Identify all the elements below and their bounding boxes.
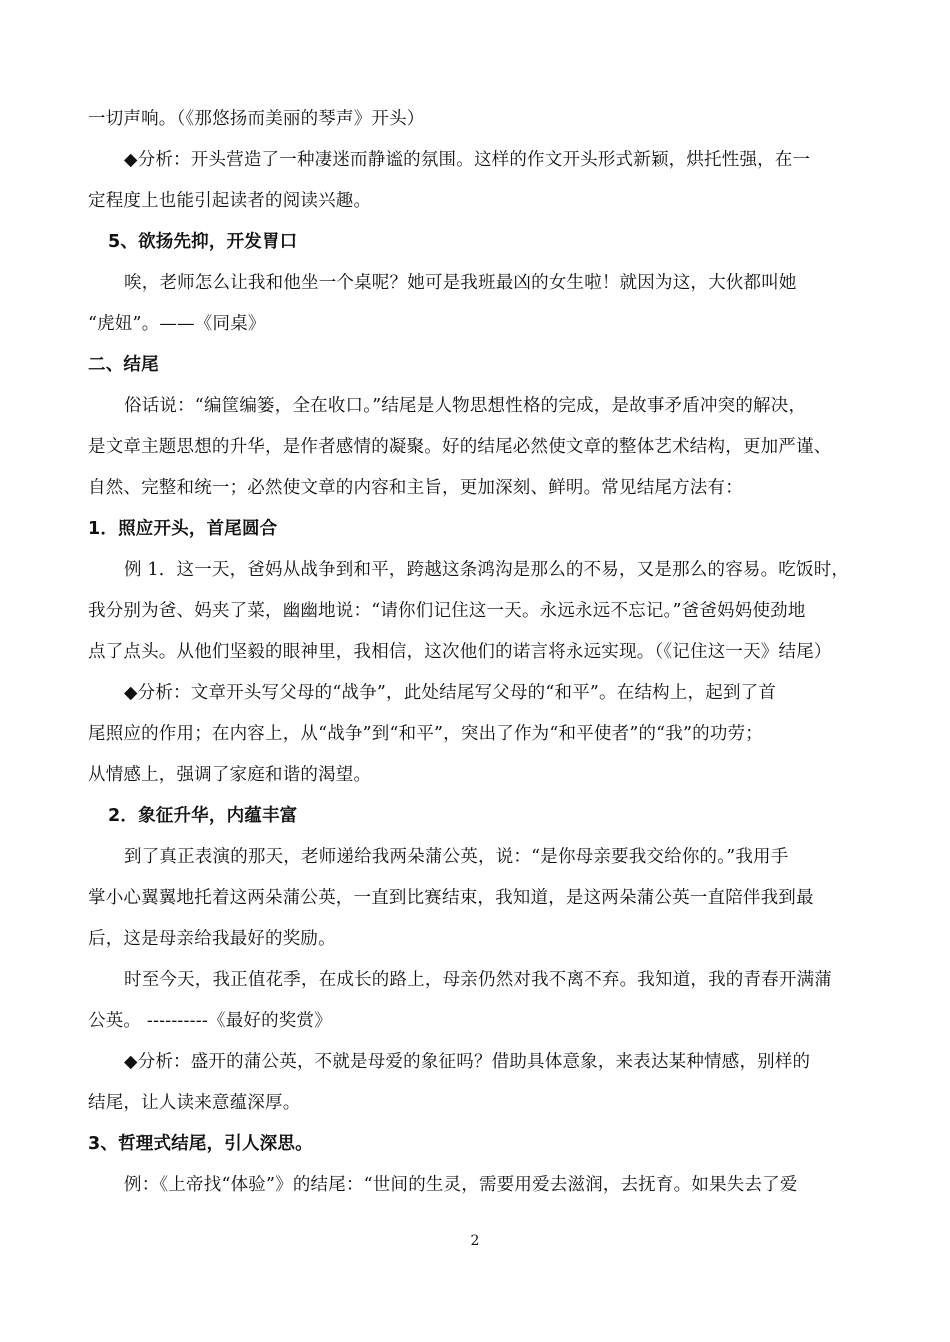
body-text-line: 一切声响。（《那悠扬而美丽的琴声》开头） <box>88 109 425 129</box>
example-paragraph-line: 公英。 ----------《最好的奖赏》 <box>88 1011 332 1031</box>
analysis-paragraph-line: ◆分析：文章开头写父母的“战争”，此处结尾写父母的“和平”。在结构上，起到了首 <box>124 683 777 703</box>
analysis-paragraph-line: ◆分析：盛开的蒲公英，不就是母爱的象征吗？借助具体意象，来表达某种情感，别样的 <box>124 1052 811 1072</box>
example-paragraph-line: 时至今天，我正值花季，在成长的路上，母亲仍然对我不离不弃。我知道，我的青春开满蒲 <box>124 970 832 990</box>
page-number: 2 <box>470 1233 480 1249</box>
body-text-line: 自然、完整和统一；必然使文章的内容和主旨，更加深刻、鲜明。常见结尾方法有： <box>88 478 743 498</box>
analysis-paragraph-line: ◆分析：开头营造了一种凄迷而静谧的氛围。这样的作文开头形式新颖，烘托性强，在一 <box>124 150 811 170</box>
example-paragraph-line: 例：《上帝找“体验”》的结尾：“世间的生灵，需要用爱去滋润，去抚育。如果失去了爱 <box>124 1175 798 1195</box>
section-heading: 5、欲扬先抑，开发胃口 <box>108 232 298 252</box>
example-paragraph-line: 掌小心翼翼地托着这两朵蒲公英，一直到比赛结束，我知道，是这两朵蒲公英一直陪伴我到最 <box>88 888 814 908</box>
example-paragraph-line: 后，这是母亲给我最好的奖励。 <box>88 929 336 949</box>
example-paragraph-line: 点了点头。从他们坚毅的眼神里，我相信，这次他们的诺言将永远实现。（《记住这一天》结尾） <box>88 642 832 662</box>
section-heading: 2．象征升华，内蕴丰富 <box>108 806 298 826</box>
chapter-heading: 二、结尾 <box>88 355 159 375</box>
section-heading: 1．照应开头，首尾圆合 <box>88 519 278 539</box>
body-text-line: 唉，老师怎么让我和他坐一个桌呢？她可是我班最凶的女生啦！就因为这，大伙都叫她 <box>124 273 797 293</box>
body-text-line: “虎妞”。——《同桌》 <box>88 314 266 334</box>
section-heading: 3、哲理式结尾，引人深思。 <box>88 1134 313 1154</box>
example-paragraph-line: 例 1．这一天，爸妈从战争到和平，跨越这条鸿沟是那么的不易，又是那么的容易。吃饭时， <box>124 560 850 580</box>
analysis-paragraph-line: 从情感上，强调了家庭和谐的渴望。 <box>88 765 372 785</box>
body-text-line: 定程度上也能引起读者的阅读兴趣。 <box>88 191 372 211</box>
example-paragraph-line: 到了真正表演的那天，老师递给我两朵蒲公英，说：“是你母亲要我交给你的。”我用手 <box>124 847 789 867</box>
analysis-paragraph-line: 尾照应的作用；在内容上，从“战争”到“和平”，突出了作为“和平使者”的“我”的功劳； <box>88 724 763 744</box>
body-text-line: 俗话说：“编筐编篓，全在收口。”结尾是人物思想性格的完成，是故事矛盾冲突的解决， <box>124 396 807 416</box>
analysis-paragraph-line: 结尾，让人读来意蕴深厚。 <box>88 1093 301 1113</box>
example-paragraph-line: 我分别为爸、妈夹了菜，幽幽地说：“请你们记住这一天。永远永远不忘记。”爸爸妈妈使劲地 <box>88 601 806 621</box>
body-text-line: 是文章主题思想的升华，是作者感情的凝聚。好的结尾必然使文章的整体艺术结构，更加严谨、 <box>88 437 832 457</box>
